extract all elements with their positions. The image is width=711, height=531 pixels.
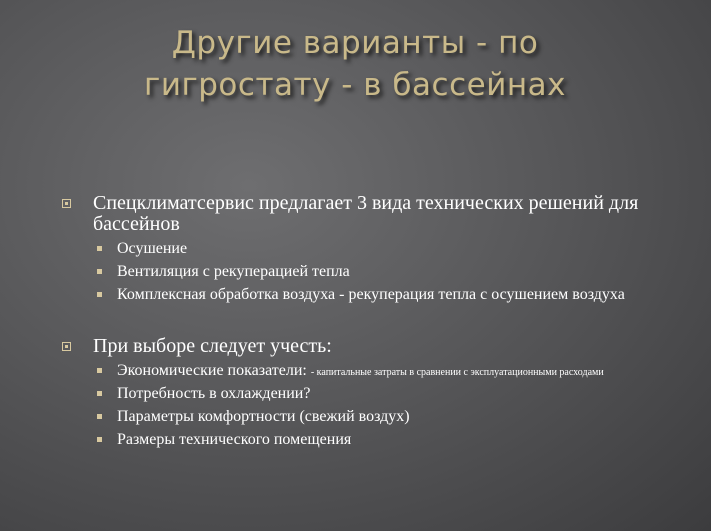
bullet-solutions — [62, 193, 682, 235]
list-item-text: Экономические показатели: — [117, 362, 307, 379]
slide-title-line-2: гигростату - в бассейнах — [144, 67, 566, 103]
list-item — [62, 384, 682, 403]
list-item-text: Вентиляция с рекуперацией тепла — [117, 263, 350, 280]
bullet-solutions-text: Спецклиматсервис предлагает 3 вида технических решений для бассейнов — [93, 192, 639, 235]
list-item-text: Параметры комфортности (свежий воздух) — [117, 408, 410, 425]
slide-content — [62, 193, 682, 453]
solutions-list — [62, 239, 682, 304]
list-item — [62, 285, 682, 304]
slide-title-line-1: Другие варианты - по — [171, 25, 539, 61]
square-bullet-icon — [97, 368, 102, 373]
square-bullet-icon — [97, 391, 102, 396]
square-bullet-icon — [97, 437, 102, 442]
bullet-considerations-text: При выборе следует учесть: — [93, 335, 332, 357]
list-item-text: Осушение — [117, 240, 188, 257]
square-bullet-icon — [62, 199, 71, 208]
slide-title — [60, 22, 650, 106]
square-bullet-icon — [97, 269, 102, 274]
list-item-text: Размеры технического помещения — [117, 431, 352, 448]
considerations-list — [62, 361, 682, 449]
list-item-text: Потребность в охлаждении? — [117, 385, 311, 402]
square-bullet-icon — [97, 292, 102, 297]
list-item — [62, 239, 682, 258]
square-bullet-icon — [97, 246, 102, 251]
list-item — [62, 361, 682, 380]
list-item-note: - капитальные затраты в сравнении с эксплуатационными расходами — [310, 367, 604, 378]
square-bullet-icon — [97, 414, 102, 419]
list-item — [62, 430, 682, 449]
list-item — [62, 262, 682, 281]
list-item-text: Комплексная обработка воздуха - рекуперация тепла с осушением воздуха — [117, 286, 625, 303]
list-item — [62, 407, 682, 426]
square-bullet-icon — [62, 342, 71, 351]
bullet-considerations — [62, 336, 682, 357]
